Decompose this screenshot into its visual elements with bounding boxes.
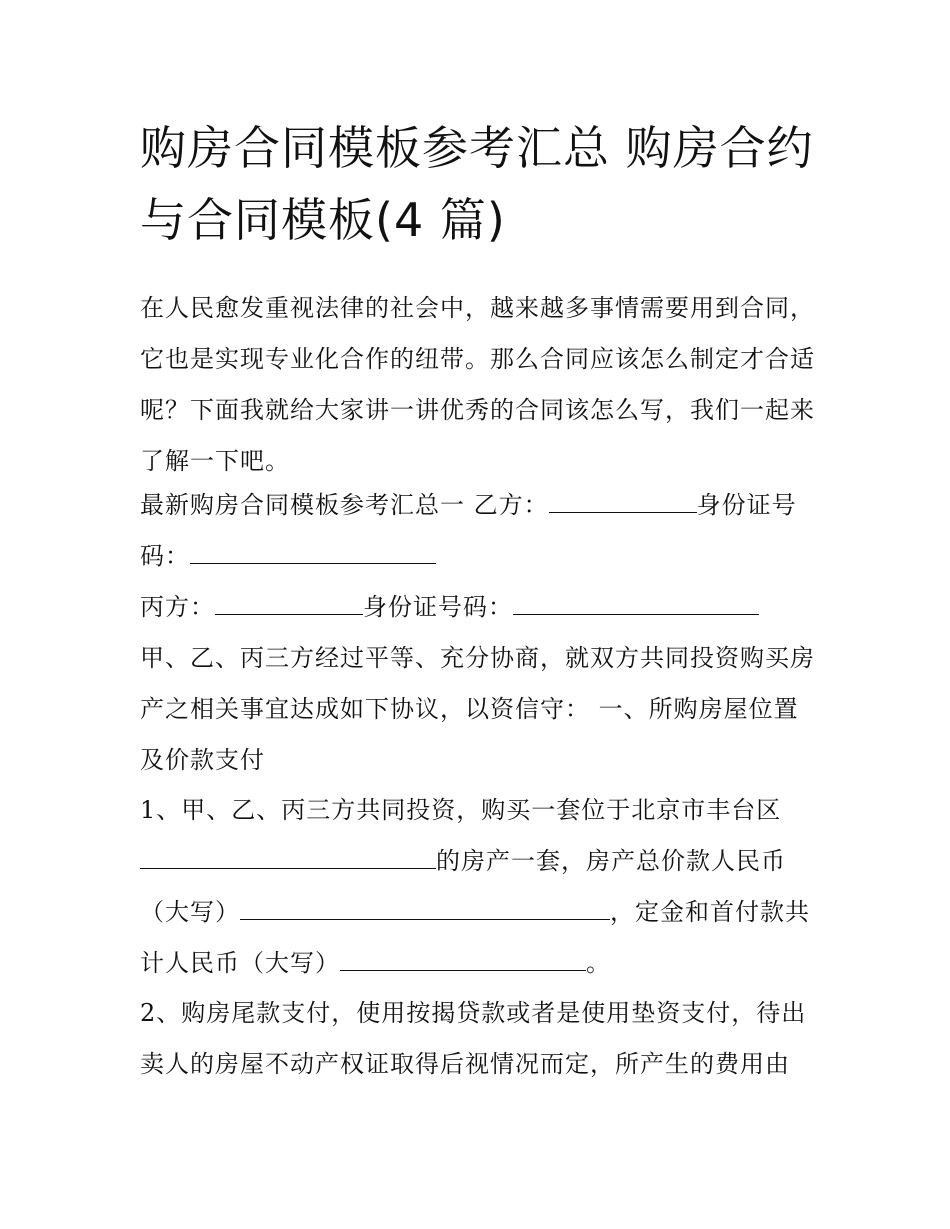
party-b-id-label: 身份证号码： — [140, 491, 797, 570]
clause-1-part-4: 。 — [586, 949, 611, 977]
party-c-name-blank — [215, 590, 363, 615]
clause-2-paragraph: 2、购房尾款支付，使用按揭贷款或者是使用垫资支付，待出卖人的房屋不动产权证取得后视情况而定，所产生的费用由 — [140, 999, 807, 1078]
property-address-blank — [140, 844, 436, 869]
party-b-line — [140, 480, 820, 582]
party-c-line — [140, 582, 820, 633]
clause-1-paragraph — [140, 785, 820, 989]
party-b-prefix: 最新购房合同模板参考汇总一 乙方： — [140, 491, 549, 519]
clause-1-part-3: ，定金和首付款共计人民币（大写） — [140, 898, 810, 977]
document-title: 购房合同模板参考汇总 购房合约与合同模板(4 篇) — [140, 121, 814, 247]
total-price-blank — [240, 895, 610, 920]
party-b-name-blank — [549, 488, 697, 513]
party-b-id-blank — [190, 539, 436, 564]
party-c-prefix: 丙方： — [140, 593, 215, 621]
party-c-id-label: 身份证号码： — [363, 593, 513, 621]
party-c-id-blank — [513, 590, 759, 615]
agreement-paragraph: 甲、乙、丙三方经过平等、充分协商，就双方共同投资购买房产之相关事宜达成如下协议，以资信守： 一、所购房屋位置及价款支付 — [140, 644, 815, 774]
intro-paragraph: 在人民愈发重视法律的社会中，越来越多事情需要用到合同，它也是实现专业化合作的纽带。那么合同应该怎么制定才合适呢？下面我就给大家讲一讲优秀的合同该怎么写，我们一起来了解一下吧。 — [140, 294, 815, 475]
deposit-amount-blank — [340, 946, 586, 971]
clause-1-part-2: 的房产一套，房产总价款人民币（大写） — [140, 847, 786, 926]
clause-1-part-1: 1、甲、乙、丙三方共同投资，购买一套位于北京市丰台区 — [140, 796, 782, 824]
